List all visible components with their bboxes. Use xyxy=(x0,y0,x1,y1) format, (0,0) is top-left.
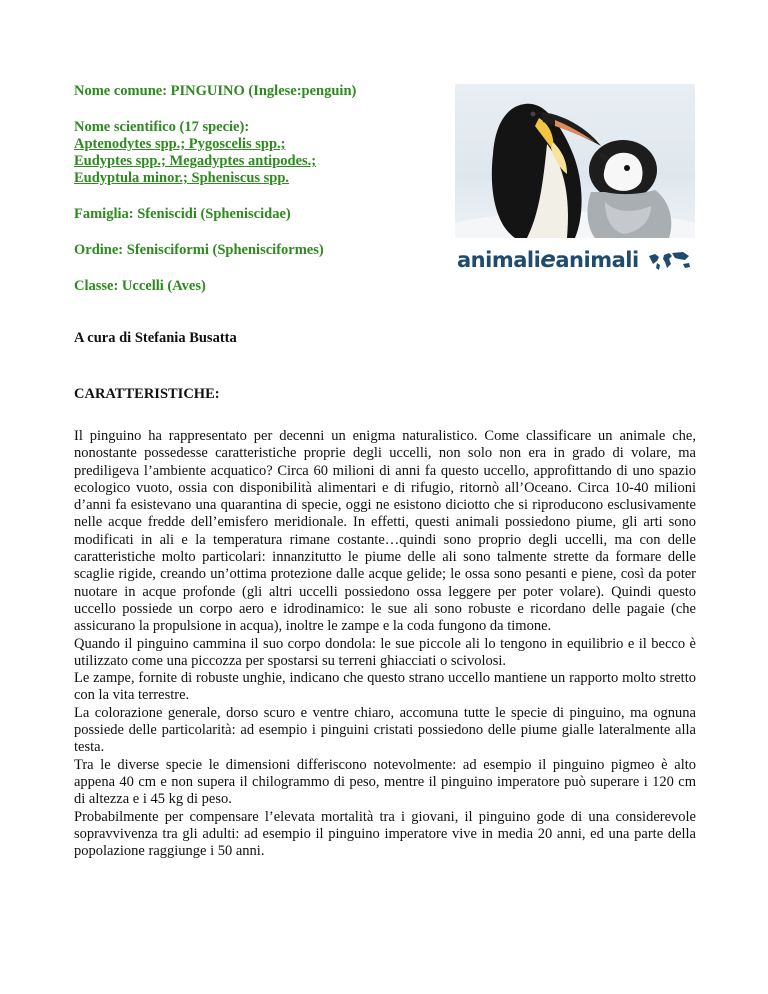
order-line: Ordine: Sfenisciformi (Sphenisciformes) xyxy=(74,242,324,258)
world-map-icon xyxy=(647,250,693,272)
paragraph: Le zampe, fornite di robuste unghie, indicano che questo strano uccello mantiene un rapporto molto stretto con la vita terrestre. xyxy=(74,670,696,704)
paragraph: Probabilmente per compensare l’elevata mortalità tra i giovani, il pinguino gode di una considerevole sopravvivenza tra gli adulti: ad esempio il pinguino imperatore vive in media 20 anni, ed una parte della popolazione raggiunge i 50 anni. xyxy=(74,808,696,860)
author-byline: A cura di Stefania Busatta xyxy=(74,330,237,346)
animali-e-animali-logo xyxy=(455,246,695,276)
paragraph: Il pinguino ha rappresentato per decenni un enigma naturalistico. Come classificare un animale che, nonostante possedesse caratteristiche proprie degli uccelli, non solo non era in grado di volare, ma prediligeva l’ambiente acquatico? Circa 60 milioni di anni fa questo uccello, approfittando di uno spazio ecologico vuoto, ossia con disponibilità alimentari e di rifugio, ritornò all’Oceano. Circa 10-40 milioni d’anni fa esistevano una quarantina di specie, oggi ne esistono diciotto che si riproducono esclusivamente nelle acque fredde dell’emisfero meridionale. In effetti, questi animali possiedono piume, gli arti sono modificati in ali e la temperatura rimane costante…quindi sono proprio degli uccelli, ma con delle caratteristiche molto particolari: innanzitutto le piume delle ali sono talmente strette da formare delle scaglie rigide, creando un’ottima protezione dalle acque gelide; le ossa sono pesanti e piene, così da poter nuotare in acque profonde (gli altri uccelli possiedono ossa leggere per poter volare). Quindi questo uccello possiede un corpo aero e idrodinamico: le sue ali sono robuste e ricordano delle pagaie (che assicurano la propulsione in acqua), inoltre le zampe e la coda fungono da timone. xyxy=(74,428,696,635)
penguin-illustration xyxy=(455,84,695,238)
species-line[interactable]: Aptenodytes spp.; Pygoscelis spp.; xyxy=(74,136,286,152)
species-line[interactable]: Eudyptula minor.; Spheniscus spp. xyxy=(74,170,290,186)
scientific-label: Nome scientifico (17 specie): xyxy=(74,119,250,135)
paragraph: Tra le diverse specie le dimensioni differiscono notevolmente: ad esempio il pinguino pigmeo è alto appena 40 cm e non supera il chilogrammo di peso, mentre il pinguino imperatore può superare i 120 cm di altezza e i 45 kg di peso. xyxy=(74,756,696,808)
logo-wordmark: animalieanimali xyxy=(457,247,639,273)
common-name: Nome comune: PINGUINO (Inglese:penguin) xyxy=(74,83,357,99)
class-line: Classe: Uccelli (Aves) xyxy=(74,278,206,294)
paragraph: La colorazione generale, dorso scuro e ventre chiaro, accomuna tutte le specie di pinguino, ma ognuna possiede delle particolarità: ad esempio i pinguini cristati possiedono delle piume gialle lateralmente alla testa. xyxy=(74,704,696,756)
family-line: Famiglia: Sfeniscidi (Spheniscidae) xyxy=(74,206,291,222)
penguin-photo xyxy=(455,84,695,238)
paragraph: Quando il pinguino cammina il suo corpo dondola: le sue piccole ali lo tengono in equilibrio e il becco è utilizzato come una piccozza per spostarsi su terreni ghiacciati o scivolosi. xyxy=(74,635,696,669)
taxonomy-header xyxy=(74,83,444,314)
scientific-name-block xyxy=(74,119,444,187)
body-text xyxy=(74,428,696,860)
section-title: CARATTERISTICHE: xyxy=(74,386,220,402)
species-line[interactable]: Eudyptes spp.; Megadyptes antipodes.; xyxy=(74,153,317,169)
